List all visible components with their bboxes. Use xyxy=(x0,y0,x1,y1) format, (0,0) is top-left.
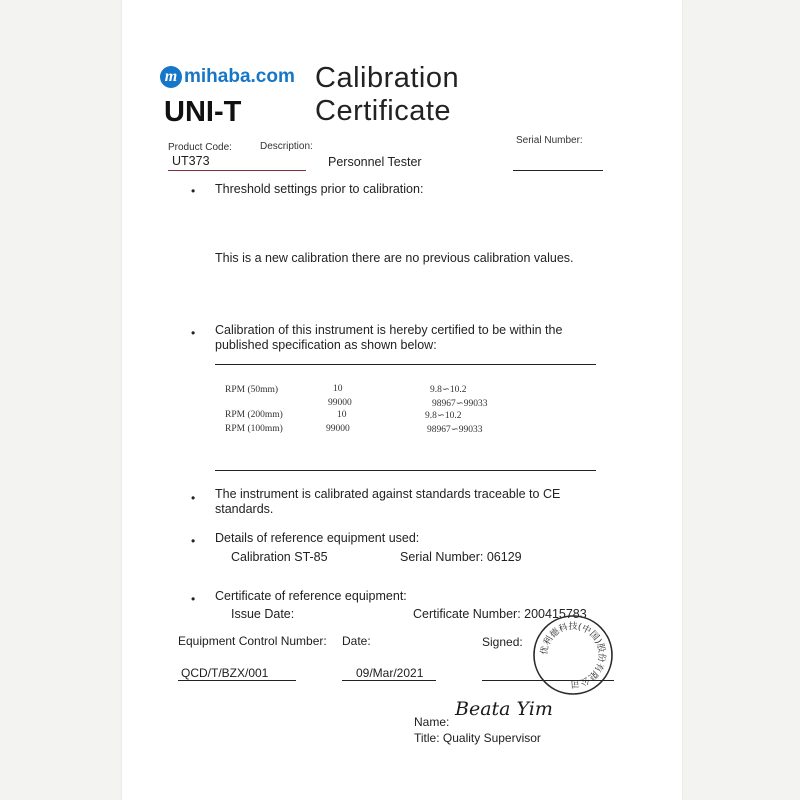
company-seal-icon xyxy=(532,614,614,696)
brand-logo: UNI-T xyxy=(164,96,242,128)
date-label: Date: xyxy=(342,634,371,648)
seal-text: 优利德科技(中国)股份有限公司 xyxy=(539,621,607,689)
table-cell-parameter: RPM (50mm) xyxy=(225,385,279,395)
name-label: Name: xyxy=(414,715,450,729)
standards-line-2: standards. xyxy=(215,502,274,516)
site-logo: mihaba.com xyxy=(184,66,295,87)
bullet: • xyxy=(191,184,196,198)
description-value: Personnel Tester xyxy=(328,155,422,169)
serial-number-underline xyxy=(513,170,603,171)
description-label: Description: xyxy=(260,141,313,152)
calibration-line-2: published specification as shown below: xyxy=(215,338,437,352)
table-cell-value: 10 xyxy=(333,384,343,394)
standards-line-1: The instrument is calibrated against standards traceable to CE xyxy=(215,487,561,501)
table-cell-range: 98967∽99033 xyxy=(432,399,488,409)
certificate-heading: Certificate of reference equipment: xyxy=(215,589,407,603)
signature: Beata Yim xyxy=(455,698,553,720)
threshold-heading: Threshold settings prior to calibration: xyxy=(215,182,424,196)
issue-date-label: Issue Date: xyxy=(231,607,295,621)
table-bottom-rule xyxy=(215,470,596,471)
bullet: • xyxy=(191,491,196,505)
serial-number-label: Serial Number: xyxy=(516,135,583,146)
table-cell-value: 10 xyxy=(337,410,347,420)
threshold-note: This is a new calibration there are no previous calibration values. xyxy=(215,251,574,265)
reference-serial-number: Serial Number: 06129 xyxy=(400,550,522,564)
certificate-number: Certificate Number: 200415783 xyxy=(413,607,587,621)
table-top-rule xyxy=(215,364,596,365)
bullet: • xyxy=(191,534,196,548)
table-cell-value: 99000 xyxy=(326,424,350,434)
reference-heading: Details of reference equipment used: xyxy=(215,531,420,545)
title-line-2: Certificate xyxy=(315,95,452,127)
title-value: Title: Quality Supervisor xyxy=(414,731,541,745)
control-number-underline xyxy=(178,680,296,681)
equipment-control-label: Equipment Control Number: xyxy=(178,634,327,648)
product-code-value: UT373 xyxy=(172,154,210,168)
table-cell-parameter: RPM (200mm) xyxy=(225,410,283,420)
product-code-underline xyxy=(168,170,306,171)
product-code-label: Product Code: xyxy=(168,142,232,153)
table-cell-range: 9.8∽10.2 xyxy=(430,385,467,395)
title-line-1: Calibration xyxy=(315,62,460,94)
reference-equipment: Calibration ST-85 xyxy=(231,550,328,564)
signed-label: Signed: xyxy=(482,635,523,649)
bullet: • xyxy=(191,326,196,340)
equipment-control-number: QCD/T/BZX/001 xyxy=(181,666,269,680)
date-underline xyxy=(342,680,436,681)
mihaba-logo-icon: m xyxy=(160,66,182,88)
table-cell-range: 9.8∽10.2 xyxy=(425,411,462,421)
calibration-line-1: Calibration of this instrument is hereby certified to be within the xyxy=(215,323,563,337)
table-cell-range: 98967∽99033 xyxy=(427,425,483,435)
table-cell-value: 99000 xyxy=(328,398,352,408)
table-cell-parameter: RPM (100mm) xyxy=(225,424,283,434)
date-value: 09/Mar/2021 xyxy=(356,666,424,680)
bullet: • xyxy=(191,592,196,606)
